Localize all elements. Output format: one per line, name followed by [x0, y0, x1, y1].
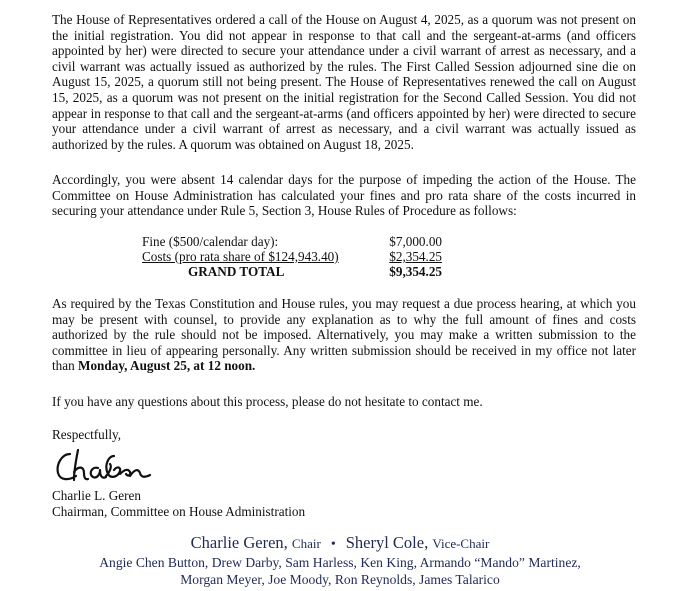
chair-name: Charlie Geren, — [190, 533, 288, 552]
separator-dot: • — [330, 537, 336, 552]
fine-amount: $7,000.00 — [389, 234, 442, 249]
paragraph-contact: If you have any questions about this process, please do not hesitate to contact me. — [52, 394, 483, 409]
fine-label: Fine ($500/calendar day): — [142, 234, 279, 249]
fee-row-fine — [142, 235, 442, 250]
paragraph-due-process — [52, 296, 636, 374]
paragraph-call-of-house: The House of Representatives ordered a call of the House on August 4, 2025, as a quorum was not present on the initial registration. You did not appear in response to that call and the sergeant-at-arms (and officers appointed by her) were directed to secure your attendance under a civil warrant of arrest as necessary, and a civil warrant was actually issued as authorized by the rules. The First Called Session adjourned sine die on August 15, 2025, a quorum still not being present. The House of Representatives renewed the call on August 15, 2025, as a quorum was not present on the initial registration for the Second Called Session. You did not appear in response to that call and the sergeant-at-arms (and officers appointed by her) were directed to secure your attendance under a civil warrant of arrest as necessary, and a civil warrant was actually issued as authorized by the rules. A quorum was obtained on August 18, 2025. — [52, 12, 636, 152]
vice-chair-name: Sheryl Cole, — [345, 533, 429, 552]
costs-amount: $2,354.25 — [389, 248, 442, 264]
signature-image — [54, 446, 154, 486]
paragraph-absence-fines: Accordingly, you were absent 14 calendar days for the purpose of impeding the action of the House. The Committee on House Administration has calculated your fines and pro rata share of the costs incurred in securing your attendance under Rule 5, Section 3, House Rules of Procedure as follows: — [52, 172, 636, 219]
fees-table — [142, 235, 442, 279]
chair-role: Chair — [291, 536, 321, 551]
deadline-text: Monday, August 25, at 12 noon. — [78, 358, 256, 374]
closing: Respectfully, — [52, 427, 122, 442]
signer-name: Charlie L. Geren — [52, 488, 141, 503]
due-process-text: As required by the Texas Constitution and House rules, you may request a due process hearing, at which you may be present with counsel, to provide any explanation as to why the full amount of fines and costs authorized by the rule should not be imposed. Alternatively, you may make a written submission to the committee in lieu of appearing personally. Any written submission should be received in my office not later than — [52, 296, 636, 374]
fee-row-total — [142, 265, 442, 280]
committee-members-line1: Angie Chen Button, Drew Darby, Sam Harless, Ken King, Armando “Mando” Martinez, — [99, 555, 581, 570]
costs-label: Costs (pro rata share of $124,943.40) — [142, 248, 339, 264]
vice-chair-role: Vice-Chair — [432, 536, 490, 551]
grand-total-label: GRAND TOTAL — [188, 263, 285, 279]
signer-title: Chairman, Committee on House Administration — [52, 504, 306, 519]
grand-total-amount: $9,354.25 — [389, 263, 442, 279]
committee-members-line2: Morgan Meyer, Joe Moody, Ron Reynolds, James Talarico — [180, 572, 500, 587]
committee-leadership — [0, 534, 680, 554]
fee-row-costs — [142, 250, 442, 265]
